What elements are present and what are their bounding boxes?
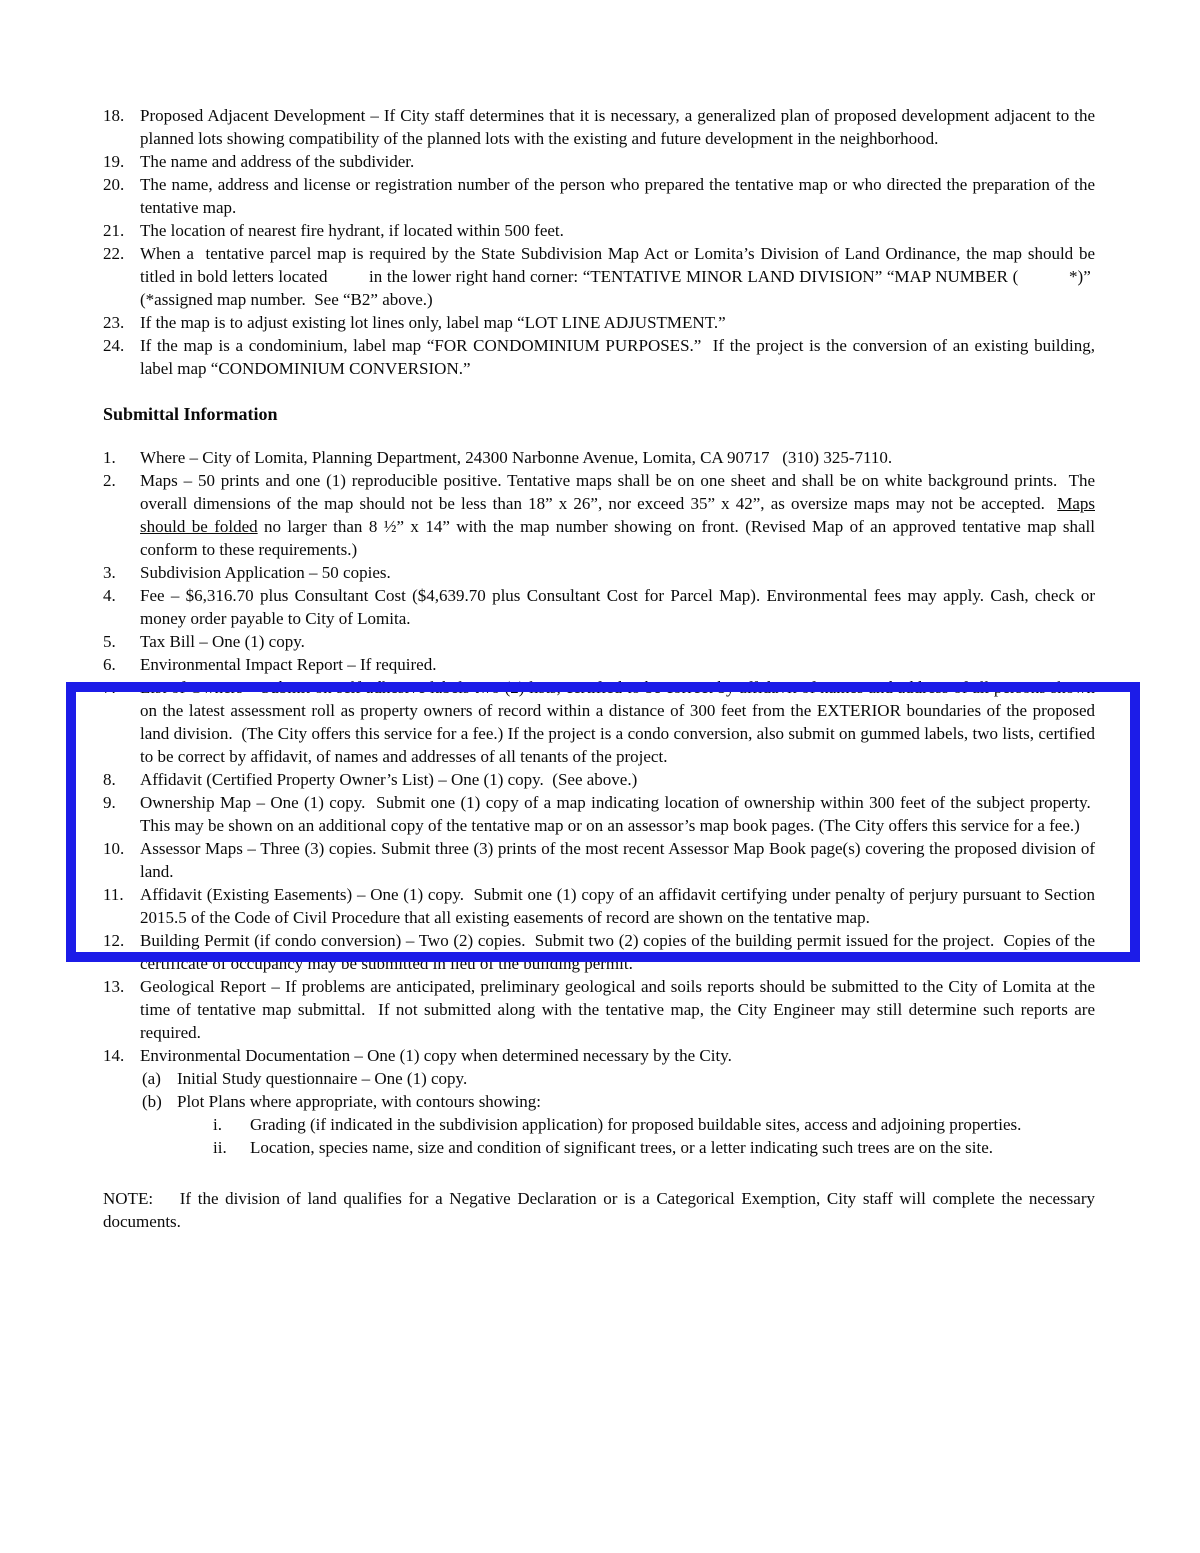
- item-number: 3.: [103, 563, 116, 582]
- item-number: 1.: [103, 448, 116, 467]
- item-number: 6.: [103, 655, 116, 674]
- item-number: (b): [142, 1092, 162, 1111]
- item-text: [140, 883, 1095, 929]
- item-text: [140, 837, 1095, 883]
- item-text: [140, 1044, 1095, 1067]
- list-item-1: [103, 446, 1095, 469]
- list-item-7: [103, 676, 1095, 768]
- item-number: 18.: [103, 106, 125, 125]
- list-item-5: [103, 630, 1095, 653]
- list-item-11: [103, 883, 1095, 929]
- list-item-i: [213, 1113, 1095, 1136]
- text-segment: Environmental Documentation – One (1) copy when determined necessary by the City.: [140, 1046, 732, 1065]
- item-number: ii.: [213, 1138, 227, 1157]
- item-number: 11.: [103, 885, 124, 904]
- item-number: 20.: [103, 175, 125, 194]
- item-text: [140, 242, 1095, 311]
- item-text: [140, 150, 1095, 173]
- item-number: 9.: [103, 793, 116, 812]
- item-text: [140, 469, 1095, 561]
- note-label: NOTE:: [103, 1189, 154, 1208]
- item-number: 7.: [103, 678, 116, 697]
- text-segment: The name, address and license or registration number of the person who prepared the tentative map or who directed the preparation of the tentative map.: [140, 175, 1095, 217]
- list-item-14: [103, 1044, 1095, 1067]
- item-text: [140, 446, 1095, 469]
- note-text: If the division of land qualifies for a Negative Declaration or is a Categorical Exemption, City staff will complete the necessary documents.: [103, 1189, 1096, 1231]
- text-segment: Affidavit (Certified Property Owner’s List) – One (1) copy. (See above.): [140, 770, 638, 789]
- text-segment: If the map is to adjust existing lot lines only, label map “LOT LINE ADJUSTMENT.”: [140, 313, 726, 332]
- item-text: [140, 791, 1095, 837]
- item-text: [140, 104, 1095, 150]
- list-item-6: [103, 653, 1095, 676]
- item-text: [140, 768, 1095, 791]
- item-number: 19.: [103, 152, 125, 171]
- item-text: [140, 653, 1095, 676]
- item-text: [177, 1090, 1095, 1113]
- item-number: i.: [213, 1115, 222, 1134]
- list-item-8: [103, 768, 1095, 791]
- list-item-b: [142, 1090, 1095, 1113]
- note-paragraph: [103, 1187, 1095, 1233]
- text-segment: List of Owners – Submit on self adhesive labels two (2) lists, certified to be correct by affidavit of names and address of all persons shown on the latest assessment roll as property owners of record within a distance of 300 feet from the EXTERIOR boundaries of the proposed land division. (The City offers this service for a fee.) If the project is a condo conversion, also submit on gummed labels, two lists, certified to be correct by affidavit, of names and addresses of all tenants of the project.: [140, 678, 1095, 766]
- item-text: [140, 561, 1095, 584]
- item-text: [140, 173, 1095, 219]
- text-segment: The location of nearest fire hydrant, if located within 500 feet.: [140, 221, 564, 240]
- item-number: 24.: [103, 336, 125, 355]
- item-text: [250, 1113, 1095, 1136]
- item-number: 4.: [103, 586, 116, 605]
- item-number: 5.: [103, 632, 116, 651]
- list-item-21: [103, 219, 1095, 242]
- text-segment: Affidavit (Existing Easements) – One (1) copy. Submit one (1) copy of an affidavit certifying under penalty of perjury pursuant to Section 2015.5 of the Code of Civil Procedure that all existing easements of record are shown on the tentative map.: [140, 885, 1095, 927]
- list-item-12: [103, 929, 1095, 975]
- text-segment: Where – City of Lomita, Planning Department, 24300 Narbonne Avenue, Lomita, CA 90717 (310) 325-7110.: [140, 448, 893, 467]
- list-item-3: [103, 561, 1095, 584]
- list-item-ii: [213, 1136, 1095, 1159]
- item-text: [140, 219, 1095, 242]
- text-segment: Initial Study questionnaire – One (1) copy.: [177, 1069, 468, 1088]
- list-item-19: [103, 150, 1095, 173]
- text-segment: Location, species name, size and condition of significant trees, or a letter indicating such trees are on the site.: [250, 1138, 994, 1157]
- list-item-a: [142, 1067, 1095, 1090]
- item-text: [250, 1136, 1095, 1159]
- list-item-18: [103, 104, 1095, 150]
- text-segment: Environmental Impact Report – If required.: [140, 655, 437, 674]
- item-number: 21.: [103, 221, 125, 240]
- item-number: 14.: [103, 1046, 125, 1065]
- text-segment: Building Permit (if condo conversion) – Two (2) copies. Submit two (2) copies of the building permit issued for the project. Copies of the certificate of occupancy may be submitted in lieu of the building permit.: [140, 931, 1095, 973]
- text-segment: Maps – 50 prints and one (1) reproducible positive. Tentative maps shall be on one sheet and shall be on white background prints. The overall dimensions of the map should not be less than 18” x 26”, nor exceed 35” x 42”, as oversize maps may not be accepted.: [140, 471, 1095, 513]
- list-item-22: [103, 242, 1095, 311]
- item-text: [140, 584, 1095, 630]
- item-number: 23.: [103, 313, 125, 332]
- text-segment: The name and address of the subdivider.: [140, 152, 415, 171]
- list-item-20: [103, 173, 1095, 219]
- text-segment: Fee – $6,316.70 plus Consultant Cost ($4,639.70 plus Consultant Cost for Parcel Map). Environmental fees may apply. Cash, check or money order payable to City of Lomita.: [140, 586, 1095, 628]
- item-text: [177, 1067, 1095, 1090]
- item-number: 2.: [103, 471, 116, 490]
- list-item-13: [103, 975, 1095, 1044]
- list-item-2: [103, 469, 1095, 561]
- text-segment: Grading (if indicated in the subdivision application) for proposed buildable sites, access and adjoining properties.: [250, 1115, 1022, 1134]
- list-item-24: [103, 334, 1095, 380]
- item-number: 22.: [103, 244, 125, 263]
- item-text: [140, 975, 1095, 1044]
- text-segment: Proposed Adjacent Development – If City staff determines that it is necessary, a generalized plan of proposed development adjacent to the planned lots showing compatibility of the planned lots with the existing and future development in the neighborhood.: [140, 106, 1095, 148]
- list-item-9: [103, 791, 1095, 837]
- text-segment: Geological Report – If problems are anticipated, preliminary geological and soils reports should be submitted to the City of Lomita at the time of tentative map submittal. If not submitted along with the tentative map, the City Engineer may still determine such reports are required.: [140, 977, 1095, 1042]
- item-text: [140, 334, 1095, 380]
- section-heading: Submittal Information: [103, 404, 278, 424]
- item-number: 10.: [103, 839, 125, 858]
- item-number: 13.: [103, 977, 125, 996]
- item-text: [140, 311, 1095, 334]
- submittal-list: [103, 446, 1095, 1159]
- item-number: 8.: [103, 770, 116, 789]
- item-number: 12.: [103, 931, 125, 950]
- requirements-list: [103, 104, 1095, 380]
- text-segment: Subdivision Application – 50 copies.: [140, 563, 391, 582]
- text-segment: Tax Bill – One (1) copy.: [140, 632, 305, 651]
- text-segment: no larger than 8 ½” x 14” with the map number showing on front. (Revised Map of an approved tentative map shall conform to these requirements.): [140, 517, 1095, 559]
- text-segment: Ownership Map – One (1) copy. Submit one (1) copy of a map indicating location of ownership within 300 feet of the subject property. This may be shown on an additional copy of the tentative map or on an assessor’s map book pages. (The City offers this service for a fee.): [140, 793, 1095, 835]
- item-text: [140, 929, 1095, 975]
- list-item-23: [103, 311, 1095, 334]
- underlined-text: Maps should be folded: [140, 494, 1095, 536]
- text-segment: If the map is a condominium, label map “FOR CONDOMINIUM PURPOSES.” If the project is the conversion of an existing building, label map “CONDOMINIUM CONVERSION.”: [140, 336, 1095, 378]
- text-segment: Assessor Maps – Three (3) copies. Submit three (3) prints of the most recent Assessor Map Book page(s) covering the proposed division of land.: [140, 839, 1095, 881]
- text-segment: Plot Plans where appropriate, with contours showing:: [177, 1092, 542, 1111]
- item-text: [140, 676, 1095, 768]
- text-segment: When a tentative parcel map is required by the State Subdivision Map Act or Lomita’s Division of Land Ordinance, the map should be titled in bold letters located in the lower right hand corner: “TENTATIVE MINOR LAND DIVISION” “MAP NUMBER ( *)” (*assigned map number. See “B2” above.): [140, 244, 1095, 309]
- note-gap: [153, 1189, 180, 1208]
- list-item-10: [103, 837, 1095, 883]
- item-number: (a): [142, 1069, 161, 1088]
- item-text: [140, 630, 1095, 653]
- list-item-4: [103, 584, 1095, 630]
